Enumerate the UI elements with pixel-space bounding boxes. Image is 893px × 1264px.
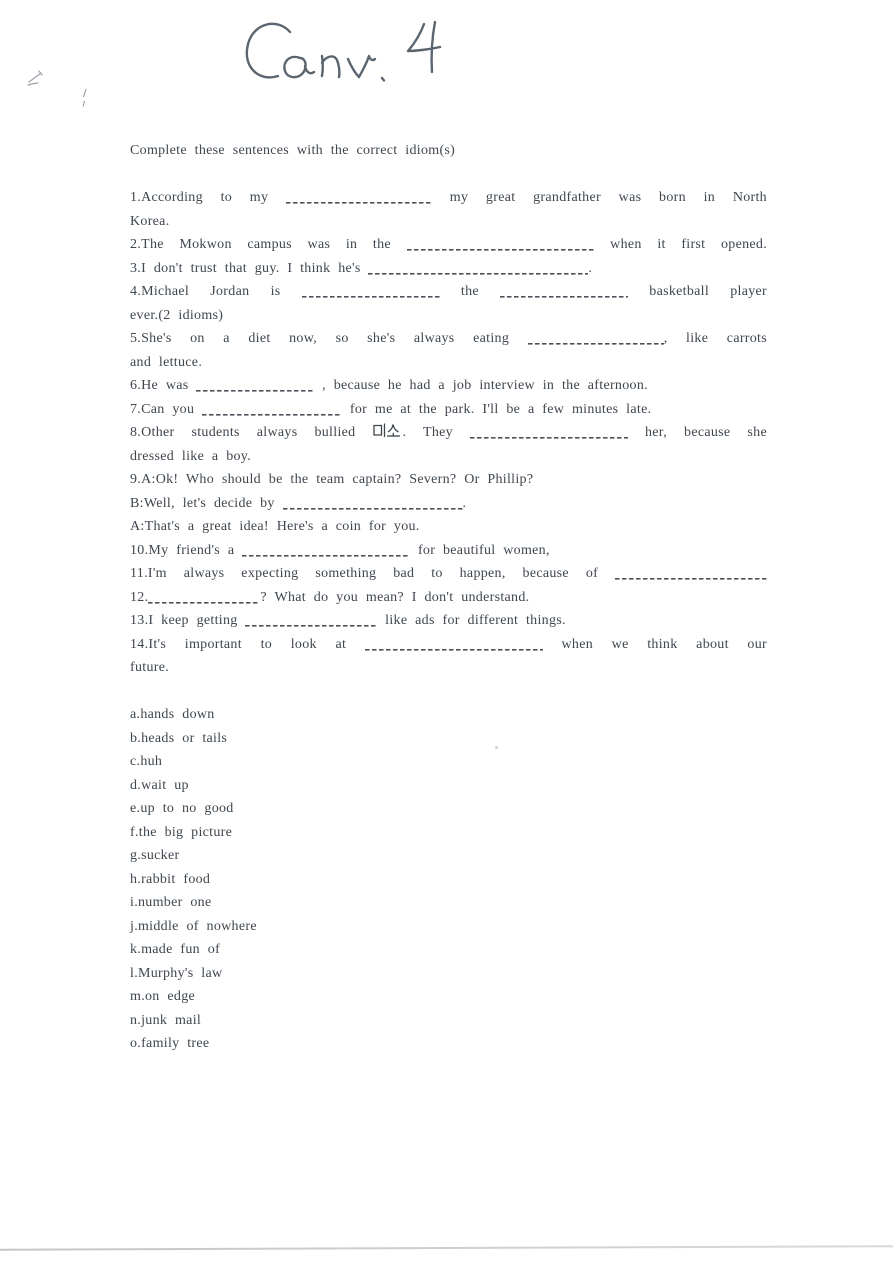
fill-in-blank: [528, 335, 664, 345]
handwritten-title: [238, 14, 468, 94]
option-item: g.sucker: [130, 848, 180, 863]
sentence-line: 2.The Mokwon campus was in the when it first opened.: [130, 237, 768, 252]
fill-in-blank: [302, 288, 440, 298]
instruction-line: Complete these sentences with the correct idiom(s): [130, 143, 456, 158]
sentence-line: A:That's a great idea! Here's a coin for you.: [130, 519, 420, 534]
sentence-line: future.: [130, 660, 170, 675]
option-item: k.made fun of: [130, 942, 221, 957]
fill-in-blank: [407, 241, 595, 251]
pencil-tick-mark: [80, 88, 90, 108]
sentence-line: 13.I keep getting like ads for different things.: [130, 613, 566, 628]
fill-in-blank: [500, 288, 628, 298]
option-item: j.middle of nowhere: [130, 918, 257, 934]
sentence-line: 5.She's on a diet now, so she's always eating , like carrots: [130, 331, 767, 346]
fill-in-blank: [368, 265, 588, 275]
fill-in-blank: [148, 594, 260, 604]
option-item: l.Murphy's law: [130, 965, 223, 981]
option-item: b.heads or tails: [130, 730, 228, 746]
sentence-line: 6.He was , because he had a job interview in the afternoon.: [130, 378, 648, 393]
scan-artifact-line: [0, 1245, 893, 1250]
answer-options-list: [130, 703, 767, 1056]
fill-in-blank: [470, 429, 628, 439]
worksheet-body: [130, 139, 767, 1056]
sentence-line: 9.A:Ok! Who should be the team captain? Severn? Or Phillip?: [130, 472, 534, 487]
sentence-line: 4.Michael Jordan is the basketball player: [130, 284, 768, 299]
sentence-line: 14.It's important to look at when we think about our: [130, 636, 767, 652]
sentence-line: Korea.: [130, 213, 170, 229]
sentence-line: 12. ? What do you mean? I don't understand.: [130, 589, 530, 605]
option-item: e.up to no good: [130, 801, 234, 816]
option-item: o.family tree: [130, 1036, 210, 1051]
sentence-line: and lettuce.: [130, 354, 203, 370]
fill-in-blank: [286, 194, 432, 204]
fill-in-blank: [242, 547, 410, 557]
fill-in-blank: [196, 382, 314, 392]
option-item: h.rabbit food: [130, 871, 211, 887]
fill-in-blank: [283, 500, 463, 510]
pencil-scribble-mark: [24, 66, 50, 88]
sentence-line: 8.Other students always bullied . They her, because she: [130, 421, 767, 468]
sentence-line: 11.I'm always expecting something bad to happen, because of: [130, 562, 767, 609]
sentence-line: dressed like a boy.: [130, 448, 251, 464]
korean-name-miso: [372, 422, 402, 438]
option-item: m.on edge: [130, 989, 196, 1004]
option-item: f.the big picture: [130, 824, 233, 840]
option-item: d.wait up: [130, 777, 189, 793]
sentence-line: 3.I don't trust that guy. I think he's .: [130, 260, 593, 276]
fill-in-blank: [615, 570, 767, 580]
option-item: c.huh: [130, 754, 163, 769]
sentence-line: B:Well, let's decide by .: [130, 495, 467, 511]
option-item: n.junk mail: [130, 1012, 202, 1028]
sentence-list: [130, 186, 767, 680]
option-item: i.number one: [130, 895, 212, 910]
fill-in-blank: [245, 617, 377, 627]
scan-dust-speck: [495, 746, 498, 749]
option-item: a.hands down: [130, 707, 215, 722]
sentence-line: 7.Can you for me at the park. I'll be a few minutes late.: [130, 401, 652, 417]
sentence-line: ever.(2 idioms): [130, 307, 224, 323]
sentence-line: 1.According to my my great grandfather was born in North: [130, 190, 767, 205]
sentence-line: 10.My friend's a for beautiful women,: [130, 542, 550, 558]
fill-in-blank: [202, 406, 342, 416]
fill-in-blank: [365, 641, 543, 651]
